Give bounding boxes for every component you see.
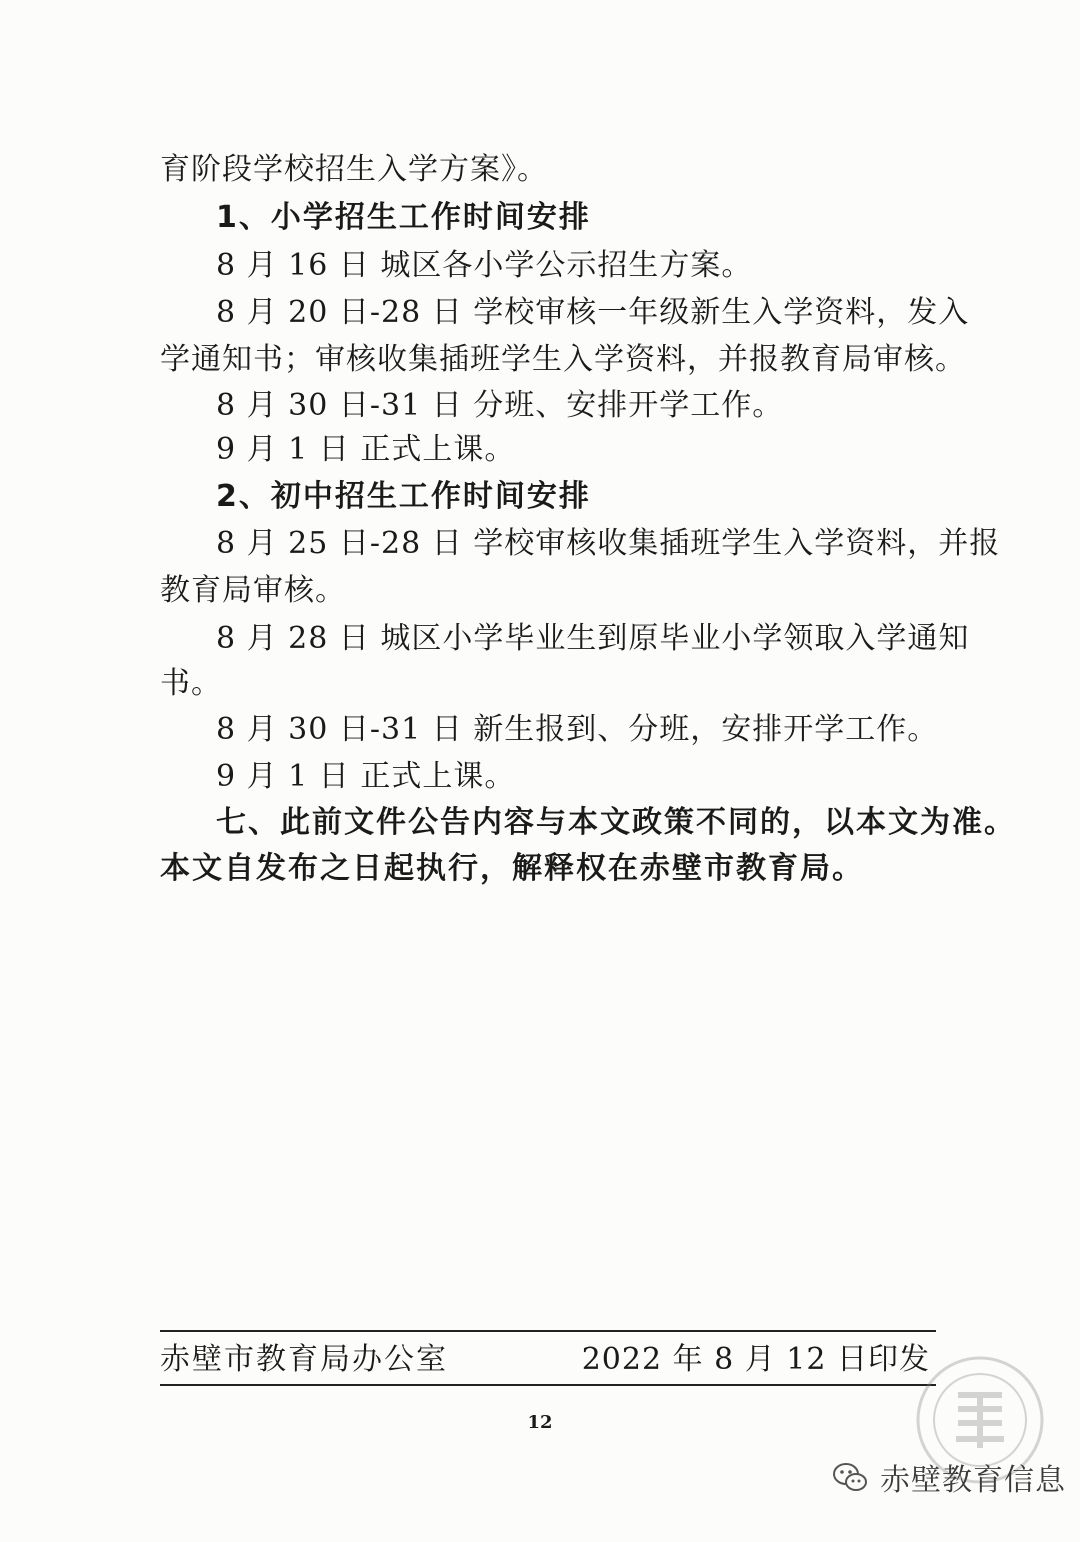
footer-date: 2022 年 8 月 12 日印发 xyxy=(581,1342,930,1377)
body-line-3: 8 月 16 日 城区各小学公示招生方案。 xyxy=(216,248,753,283)
body-line-14: 9 月 1 日 正式上课。 xyxy=(216,759,516,794)
wechat-account-watermark xyxy=(830,1453,1066,1501)
body-line-12: 书。 xyxy=(160,666,222,701)
clause-seven: 七、此前文件公告内容与本文政策不同的，以本文为准。 xyxy=(216,805,1016,840)
body-line-6: 8 月 30 日-31 日 分班、安排开学工作。 xyxy=(216,388,784,423)
body-line-13: 8 月 30 日-31 日 新生报到、分班，安排开学工作。 xyxy=(216,712,939,747)
body-line-5: 学通知书；审核收集插班学生入学资料，并报教育局审核。 xyxy=(160,342,966,377)
wechat-account-name: 赤壁教育信息 xyxy=(880,1463,1066,1498)
clause-seven-continued: 本文自发布之日起执行，解释权在赤壁市教育局。 xyxy=(160,851,864,886)
footer-bottom-rule xyxy=(160,1384,936,1386)
section-heading-primary: 1、小学招生工作时间安排 xyxy=(216,200,591,235)
body-line-4: 8 月 20 日-28 日 学校审核一年级新生入学资料，发入 xyxy=(216,295,970,330)
body-line-10: 教育局审核。 xyxy=(160,573,346,608)
section-heading-middle: 2、初中招生工作时间安排 xyxy=(216,479,591,514)
body-line-11: 8 月 28 日 城区小学毕业生到原毕业小学领取入学通知 xyxy=(216,621,970,656)
page-number: 12 xyxy=(527,1412,553,1433)
footer-top-rule xyxy=(160,1330,936,1332)
body-line-9: 8 月 25 日-28 日 学校审核收集插班学生入学资料，并报 xyxy=(216,526,1001,561)
body-line-7: 9 月 1 日 正式上课。 xyxy=(216,432,516,467)
footer-issuer: 赤壁市教育局办公室 xyxy=(160,1342,448,1377)
wechat-icon xyxy=(830,1457,870,1497)
body-line-1: 育阶段学校招生入学方案》。 xyxy=(160,152,548,187)
